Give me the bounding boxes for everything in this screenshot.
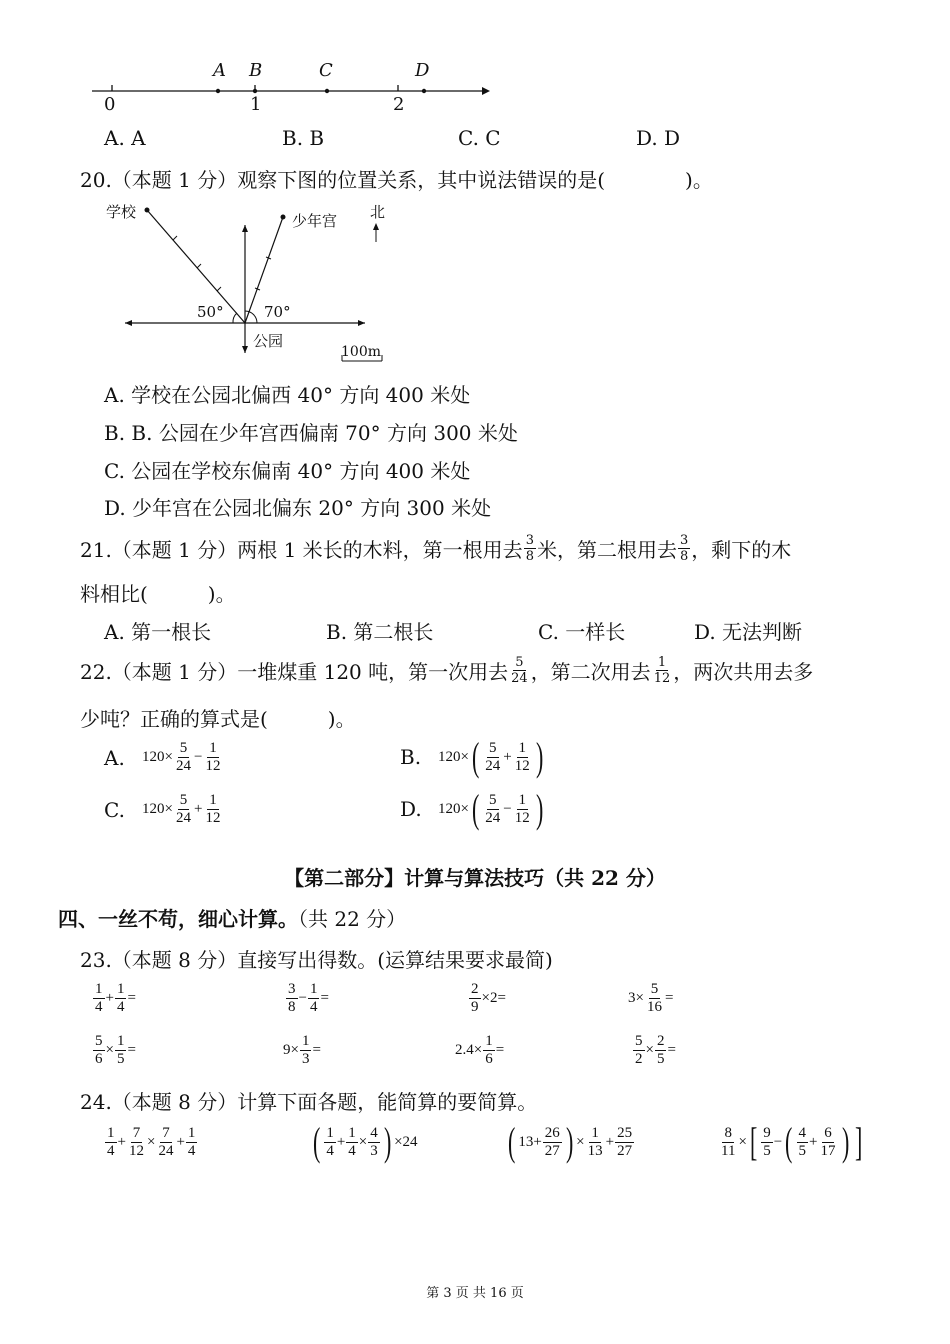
tick-1: 1 — [250, 94, 262, 115]
q22-option-b[interactable]: B. 120 × ( $\frac{5}{24}$ + $\frac{1}{12}$ ) — [400, 734, 544, 779]
q21-option-a[interactable]: A. 第一根长 — [104, 620, 212, 644]
q23-expr-2[interactable]: $\frac{3}{8}$ − $\frac{1}{4}$ = — [288, 981, 329, 1015]
q20-option-b[interactable]: B. B. 公园在少年宫西偏南 70° 方向 300 米处 — [104, 421, 518, 445]
point-d: D — [415, 60, 430, 81]
tick-0: 0 — [104, 94, 116, 115]
label-palace: 少年宫 — [292, 212, 338, 230]
q21-option-c[interactable]: C. 一样长 — [538, 620, 626, 644]
page-footer: 第 3 页 共 16 页 — [426, 1286, 524, 1301]
q23-expr-4[interactable]: 3× $\frac{5}{16}$ = — [628, 981, 674, 1015]
q24-problem-2[interactable]: ( $\frac{1}{4}$ + $\frac{1}{4}$ × $\frac{4}{3}$ ) ×24 — [312, 1119, 418, 1164]
q21-stem: 21.（本题 1 分）两根 1 米长的木料，第一根用去 $\frac{3}{8}$ 米，第二根用去 $\frac{3}{8}$ ，剩下的木 — [80, 533, 792, 564]
q24-stem: 24.（本题 8 分）计算下面各题，能简算的要简算。 — [80, 1090, 538, 1114]
label-angle-50: 50° — [197, 303, 224, 321]
q22-stem-line2: 少吨？正确的算式是( )。 — [80, 707, 356, 731]
q24-problem-4[interactable]: $\frac{8}{11}$ × [ $\frac{9}{5}$ − ( $\frac{4}{5}$ + $\frac{6}{17}$ ) ] — [721, 1119, 863, 1164]
label-park: 公园 — [253, 332, 284, 350]
q22-option-a[interactable]: A. 120 × $\frac{5}{24}$ − $\frac{1}{12}$ — [104, 740, 221, 774]
q19-option-b[interactable]: B. B — [282, 126, 325, 150]
q22-option-c[interactable]: C. 120 × $\frac{5}{24}$ + $\frac{1}{12}$ — [104, 792, 221, 826]
tick-2: 2 — [393, 94, 405, 115]
q21-option-d[interactable]: D. 无法判断 — [694, 620, 803, 644]
q20-option-c[interactable]: C. 公园在学校东偏南 40° 方向 400 米处 — [104, 459, 471, 483]
section4-heading: 四、一丝不苟，细心计算。（共 22 分） — [58, 907, 407, 931]
q20-stem: 20.（本题 1 分）观察下图的位置关系，其中说法错误的是( )。 — [80, 168, 713, 192]
q23-expr-3[interactable]: $\frac{2}{9}$ ×2 = — [471, 981, 506, 1015]
q21-stem-line2: 料相比( )。 — [80, 582, 236, 606]
q23-expr-8[interactable]: $\frac{5}{2}$ × $\frac{2}{5}$ = — [635, 1033, 676, 1067]
q23-stem: 23.（本题 8 分）直接写出得数。(运算结果要求最简) — [80, 948, 553, 972]
part2-title: 【第二部分】计算与算法技巧（共 22 分） — [284, 866, 666, 890]
q21-option-b[interactable]: B. 第二根长 — [326, 620, 434, 644]
q19-option-c[interactable]: C. C — [458, 126, 501, 150]
q22-option-d[interactable]: D. 120 × ( $\frac{5}{24}$ − $\frac{1}{12}$ ) — [400, 786, 544, 831]
point-b: B — [249, 60, 263, 81]
label-scale: 100m — [341, 344, 381, 360]
q19-option-d[interactable]: D. D — [636, 126, 681, 150]
q23-expr-7[interactable]: 2.4× $\frac{1}{6}$ = — [455, 1033, 505, 1067]
q23-expr-5[interactable]: $\frac{5}{6}$ × $\frac{1}{5}$ = — [95, 1033, 136, 1067]
label-angle-70: 70° — [264, 303, 291, 321]
q24-problem-1[interactable]: $\frac{1}{4}$ + $\frac{7}{12}$ × $\frac{7}{24}$ + $\frac{1}{4}$ — [107, 1125, 196, 1159]
label-school: 学校 — [106, 203, 137, 221]
q23-expr-6[interactable]: 9× $\frac{1}{3}$ = — [283, 1033, 321, 1067]
number-line-figure — [80, 55, 500, 120]
q20-option-d[interactable]: D. 少年宫在公园北偏东 20° 方向 300 米处 — [104, 496, 492, 520]
label-north: 北 — [370, 203, 386, 221]
point-a: A — [213, 60, 226, 81]
point-c: C — [319, 60, 333, 81]
q24-problem-3[interactable]: ( 13+ $\frac{26}{27}$ ) × $\frac{1}{13}$ + $\frac{25}{27}$ — [507, 1119, 633, 1164]
q20-option-a[interactable]: A. 学校在公园北偏西 40° 方向 400 米处 — [104, 383, 471, 407]
q23-expr-1[interactable]: $\frac{1}{4}$ + $\frac{1}{4}$ = — [95, 981, 136, 1015]
q22-stem: 22.（本题 1 分）一堆煤重 120 吨，第一次用去 $\frac{5}{24}$ ，第二次用去 $\frac{1}{12}$ ，两次共用去多 — [80, 655, 814, 686]
q19-option-a[interactable]: A. A — [104, 126, 146, 150]
